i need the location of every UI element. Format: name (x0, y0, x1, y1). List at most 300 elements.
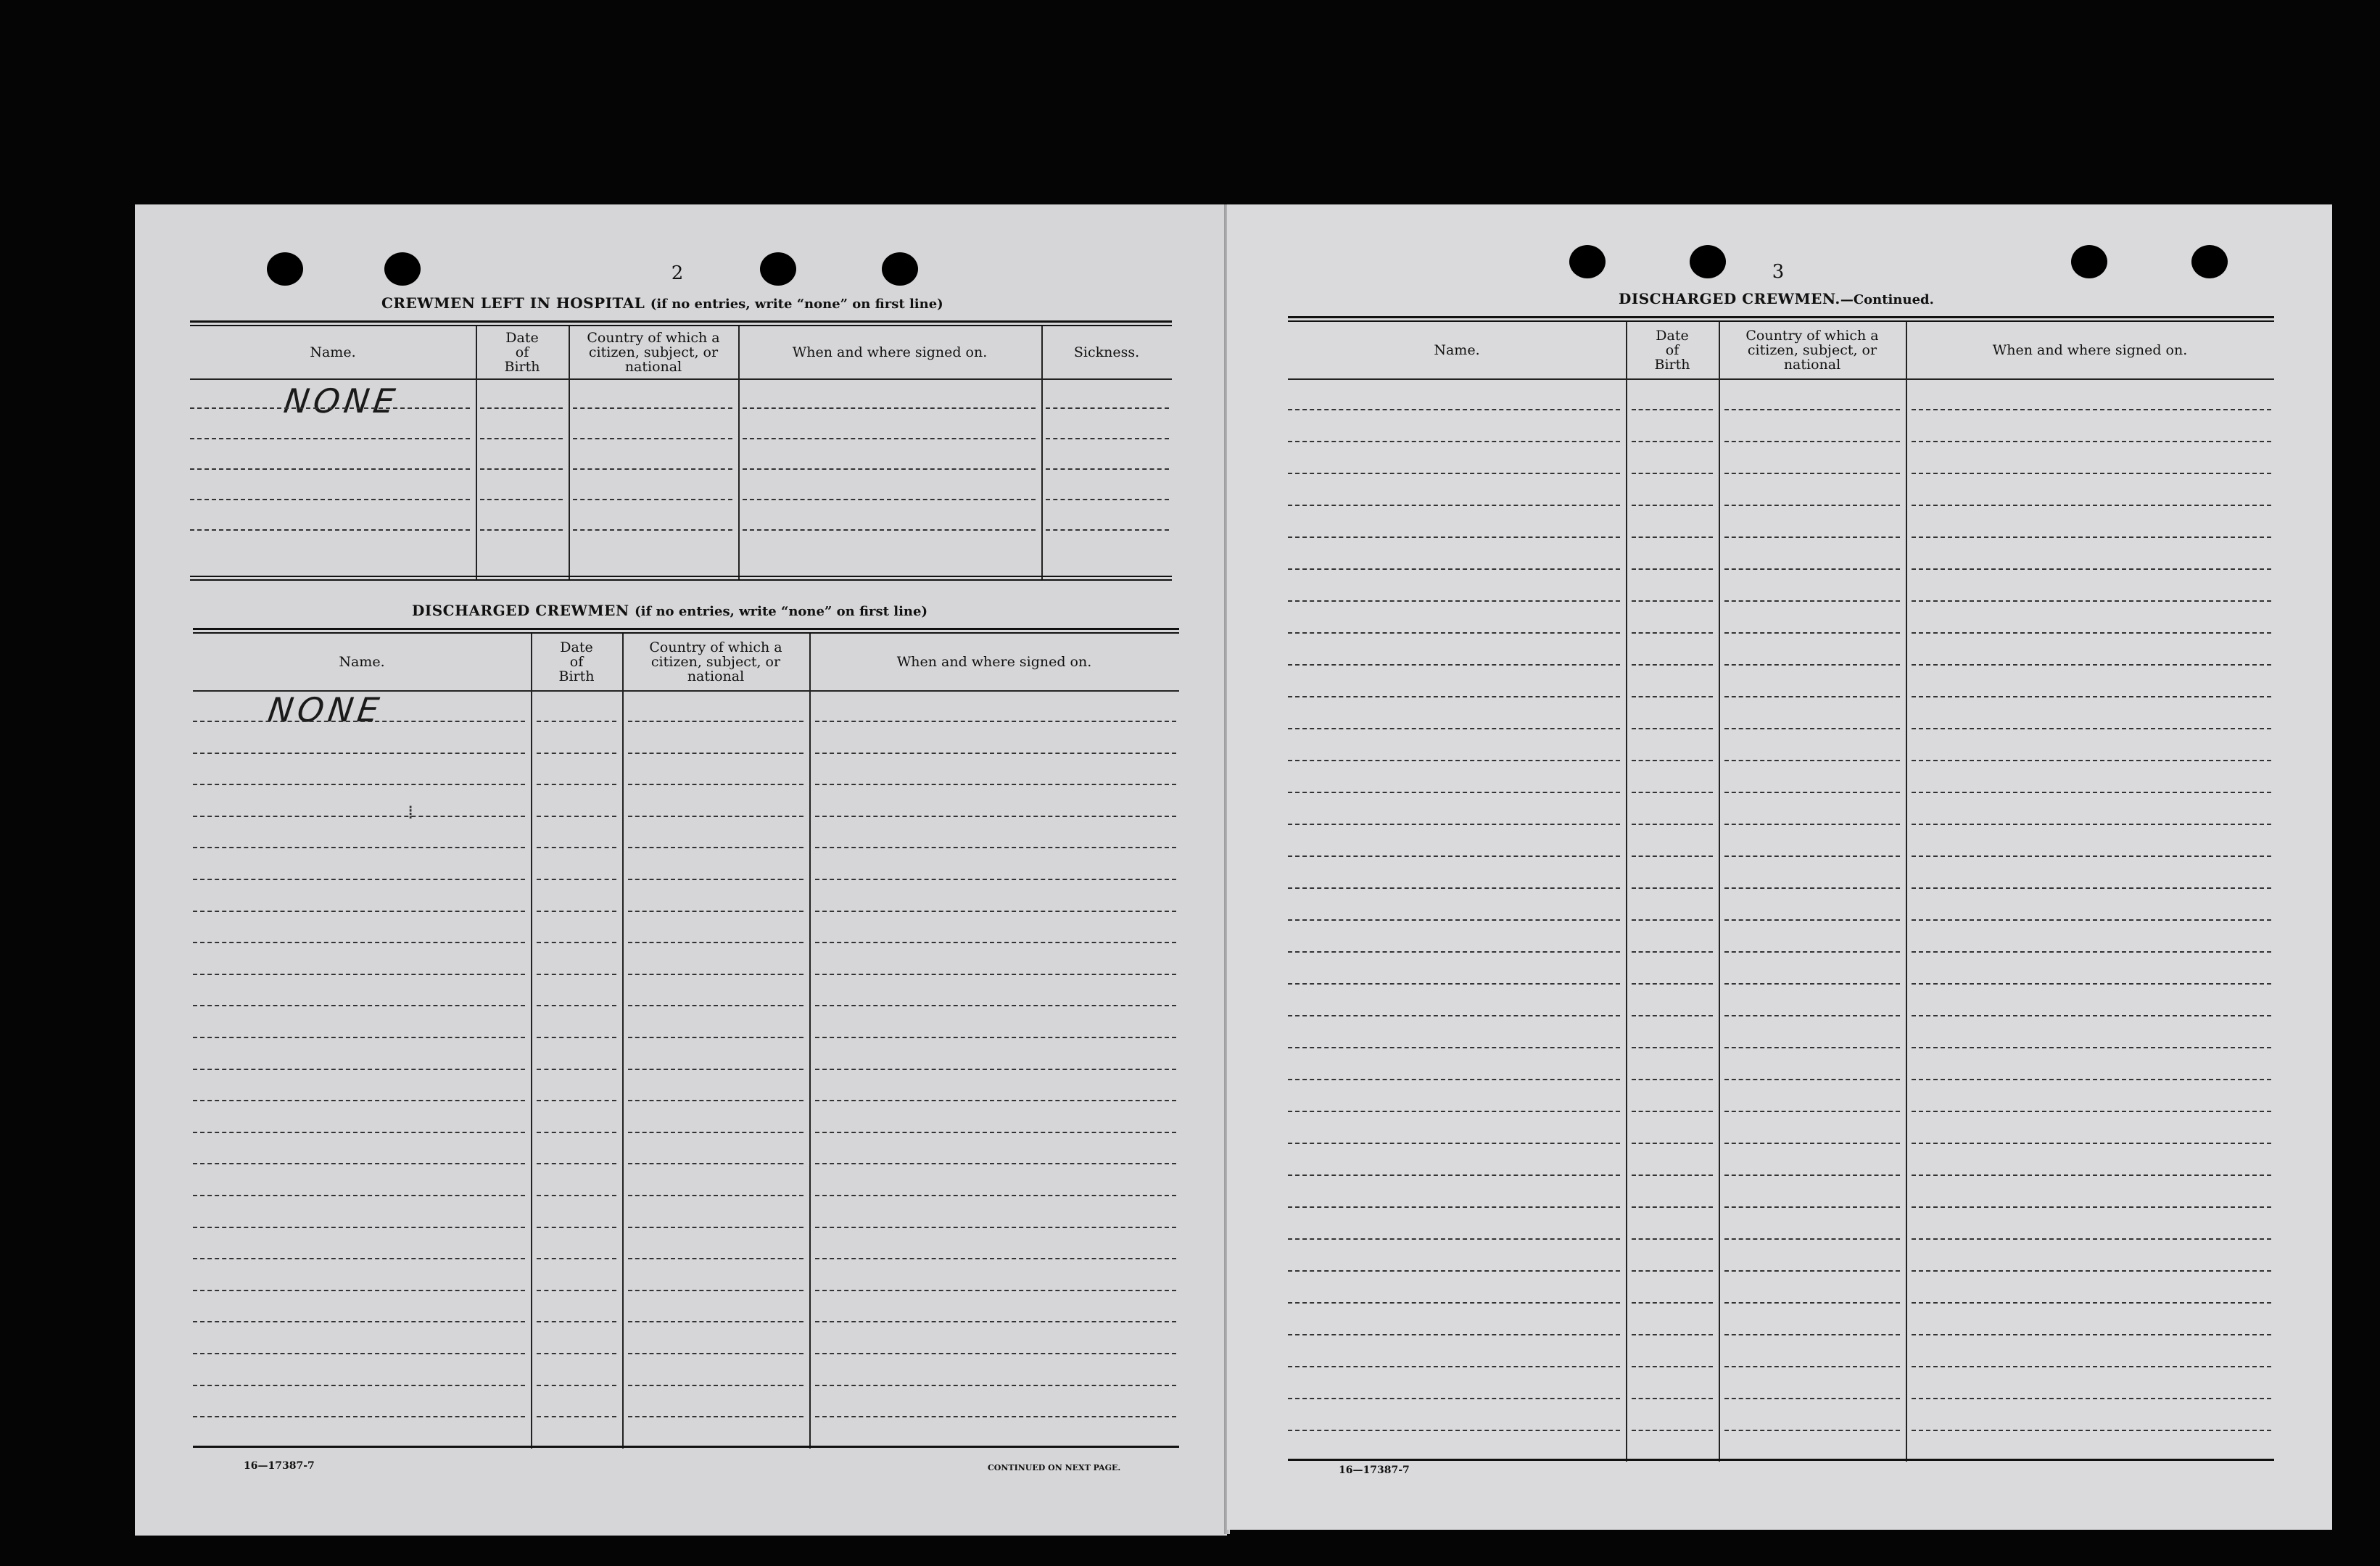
table-row-line (628, 1258, 803, 1259)
table-row-line (1288, 409, 1620, 410)
table-row-line (537, 1290, 616, 1291)
table-row-line (1288, 536, 1620, 538)
table-row-line (815, 1227, 1176, 1228)
table-row-line (193, 1069, 525, 1070)
table-row-line (743, 499, 1036, 500)
table-row-line (1724, 505, 1900, 506)
punch-hole (2191, 245, 2228, 278)
header-dob: Date of Birth (1654, 328, 1690, 373)
header-underline (190, 378, 1172, 380)
table-row-line (815, 816, 1176, 817)
table-row-line (1632, 887, 1713, 889)
table-row-line (1288, 632, 1620, 634)
table-row-line (573, 468, 732, 470)
table-row-line (1288, 792, 1620, 793)
table-row-line (1724, 887, 1900, 889)
hospital-table (190, 320, 1172, 581)
table-row-line (573, 407, 732, 409)
table-row-line (1632, 1238, 1713, 1240)
table-row-line (537, 1227, 616, 1228)
table-row-line (1912, 473, 2271, 474)
table-row-line (1632, 824, 1713, 825)
table-row-line (190, 468, 470, 470)
table-row-line (1288, 887, 1620, 889)
table-row-line (1724, 1238, 1900, 1240)
table-bottom-rule (190, 576, 1172, 581)
page-number: 2 (671, 262, 684, 284)
punch-hole (267, 252, 303, 286)
table-row-line (190, 499, 470, 500)
table-row-line (1632, 1047, 1713, 1048)
discharged-section-title (412, 602, 927, 619)
table-row-line (1724, 1079, 1900, 1080)
table-row-line (628, 1353, 803, 1354)
table-row-line (815, 1069, 1176, 1070)
table-row-line (1288, 1238, 1620, 1240)
table-row-line (1724, 951, 1900, 953)
table-row-line (1046, 438, 1169, 439)
table-row-line (193, 816, 525, 817)
table-row-line (190, 438, 470, 439)
table-row-line (537, 1005, 616, 1006)
table-row-line (193, 753, 525, 754)
table-row-line (628, 942, 803, 943)
table-row-line (1912, 600, 2271, 602)
form-number: 16—17387-7 (1339, 1464, 1410, 1476)
table-row-line (193, 1195, 525, 1196)
column-divider (622, 634, 624, 1449)
table-row-line (537, 974, 616, 975)
table-row-line (537, 1195, 616, 1196)
table-row-line (1632, 1206, 1713, 1208)
discharged-table (193, 628, 1179, 1450)
table-row-line (1632, 1143, 1713, 1144)
table-row-line (1724, 1270, 1900, 1272)
page-number: 3 (1772, 261, 1785, 283)
table-row-line (190, 529, 470, 531)
stray-mark: ⁞ (408, 802, 414, 824)
table-row-line (1288, 1206, 1620, 1208)
punch-hole (384, 252, 421, 286)
table-row-line (1912, 919, 2271, 921)
right-title-suffix: —Continued. (1840, 292, 1934, 307)
table-row-line (1288, 441, 1620, 442)
table-row-line (1912, 664, 2271, 666)
table-row-line (193, 1290, 525, 1291)
table-row-line (1912, 505, 2271, 506)
table-row-line (1632, 505, 1713, 506)
table-row-line (628, 1321, 803, 1322)
table-row-line (1288, 1398, 1620, 1399)
table-row-line (480, 529, 563, 531)
table-row-line (193, 1037, 525, 1038)
table-row-line (815, 1195, 1176, 1196)
table-row-line (193, 1416, 525, 1417)
table-row-line (628, 1163, 803, 1164)
header-name: Name. (1434, 342, 1480, 358)
table-row-line (1288, 824, 1620, 825)
table-row-line (815, 1005, 1176, 1006)
table-row-line (537, 942, 616, 943)
header-dob: Date of Birth (558, 639, 595, 684)
table-row-line (1724, 1334, 1900, 1335)
table-row-line (193, 879, 525, 880)
header-underline (1288, 378, 2274, 380)
table-row-line (1632, 696, 1713, 697)
table-row-line (1288, 1174, 1620, 1176)
table-row-line (573, 529, 732, 531)
table-row-line (628, 721, 803, 722)
table-row-line (815, 721, 1176, 722)
table-row-line (1912, 1366, 2271, 1367)
header-country: Country of which a citizen, subject, or national (649, 639, 782, 684)
table-row-line (628, 1416, 803, 1417)
hospital-title-note: (if no entries, write “none” on first line) (650, 297, 943, 312)
table-row-line (537, 1069, 616, 1070)
header-signed-on: When and where signed on. (792, 344, 988, 360)
form-number: 16—17387-7 (244, 1460, 315, 1472)
table-row-line (815, 879, 1176, 880)
table-row-line (815, 1416, 1176, 1417)
table-row-line (537, 1416, 616, 1417)
table-row-line (193, 974, 525, 975)
table-bottom-rule (193, 1446, 1179, 1448)
table-row-line (628, 879, 803, 880)
table-row-line (1912, 1270, 2271, 1272)
table-row-line (1288, 664, 1620, 666)
table-row-line (573, 438, 732, 439)
table-row-line (815, 974, 1176, 975)
table-row-line (815, 1321, 1176, 1322)
table-row-line (537, 721, 616, 722)
discharged-title-text: DISCHARGED CREWMEN (412, 602, 629, 619)
table-row-line (1632, 856, 1713, 857)
table-row-line (743, 407, 1036, 409)
header-sickness: Sickness. (1073, 344, 1140, 360)
table-row-line (1288, 1366, 1620, 1367)
table-row-line (628, 1227, 803, 1228)
table-row-line (1724, 1430, 1900, 1431)
table-row-line (815, 942, 1176, 943)
table-row-line (1632, 536, 1713, 538)
table-row-line (537, 847, 616, 848)
table-row-line (537, 911, 616, 912)
table-row-line (1912, 1430, 2271, 1431)
table-row-line (1632, 600, 1713, 602)
table-row-line (1724, 632, 1900, 634)
table-row-line (743, 438, 1036, 439)
header-name: Name. (310, 344, 356, 360)
table-row-line (1632, 409, 1713, 410)
table-row-line (1912, 568, 2271, 570)
table-row-line (193, 1132, 525, 1133)
table-row-line (815, 1037, 1176, 1038)
table-row-line (1632, 1430, 1713, 1431)
table-row-line (743, 468, 1036, 470)
table-row-line (628, 1005, 803, 1006)
table-row-line (1912, 1206, 2271, 1208)
right-page (1227, 204, 2332, 1530)
table-row-line (1724, 1302, 1900, 1304)
table-row-line (193, 847, 525, 848)
table-row-line (815, 1132, 1176, 1133)
table-row-line (1724, 983, 1900, 985)
punch-hole (1569, 245, 1606, 278)
table-row-line (1632, 632, 1713, 634)
table-row-line (1288, 1302, 1620, 1304)
table-top-rule (190, 320, 1172, 326)
table-row-line (1288, 951, 1620, 953)
table-row-line (480, 438, 563, 439)
table-row-line (193, 1321, 525, 1322)
table-row-line (1288, 696, 1620, 697)
table-row-line (537, 879, 616, 880)
table-row-line (1632, 983, 1713, 985)
table-row-line (1724, 792, 1900, 793)
table-row-line (480, 499, 563, 500)
table-row-line (1912, 1143, 2271, 1144)
table-row-line (1288, 1430, 1620, 1431)
table-top-rule (193, 628, 1179, 634)
column-divider (1719, 322, 1720, 1462)
table-top-rule (1288, 316, 2274, 322)
table-row-line (190, 407, 470, 409)
right-discharged-table (1288, 316, 2274, 1463)
table-row-line (537, 1100, 616, 1101)
table-row-line (1724, 1111, 1900, 1112)
table-row-line (193, 1005, 525, 1006)
table-row-line (1724, 1174, 1900, 1176)
table-row-line (628, 1132, 803, 1133)
table-row-line (1912, 409, 2271, 410)
table-row-line (1724, 919, 1900, 921)
table-row-line (1288, 983, 1620, 985)
table-row-line (1632, 728, 1713, 729)
table-row-line (537, 1163, 616, 1164)
discharged-title-note: (if no entries, write “none” on first line) (635, 604, 927, 619)
table-row-line (1632, 1366, 1713, 1367)
table-row-line (1724, 441, 1900, 442)
table-row-line (1912, 1047, 2271, 1048)
table-row-line (815, 753, 1176, 754)
table-row-line (1912, 632, 2271, 634)
table-row-line (1632, 1174, 1713, 1176)
table-row-line (1912, 760, 2271, 761)
hospital-title-text: CREWMEN LEFT IN HOSPITAL (381, 294, 645, 312)
table-row-line (1912, 887, 2271, 889)
table-row-line (628, 847, 803, 848)
table-row-line (1724, 568, 1900, 570)
punch-hole (2071, 245, 2107, 278)
table-row-line (1724, 536, 1900, 538)
table-row-line (815, 1258, 1176, 1259)
table-row-line (537, 1353, 616, 1354)
table-row-line (1724, 1015, 1900, 1016)
table-row-line (1724, 1398, 1900, 1399)
table-row-line (193, 784, 525, 785)
punch-hole (760, 252, 796, 286)
table-row-line (1632, 760, 1713, 761)
table-row-line (1632, 1302, 1713, 1304)
right-title-text: DISCHARGED CREWMEN. (1619, 290, 1840, 307)
table-row-line (628, 1290, 803, 1291)
table-row-line (1912, 1334, 2271, 1335)
punch-hole (882, 252, 918, 286)
table-row-line (1632, 664, 1713, 666)
table-row-line (193, 1163, 525, 1164)
table-row-line (628, 974, 803, 975)
table-row-line (193, 942, 525, 943)
table-row-line (815, 1385, 1176, 1386)
table-row-line (1632, 1111, 1713, 1112)
table-row-line (1912, 1302, 2271, 1304)
table-row-line (1724, 760, 1900, 761)
table-row-line (628, 1100, 803, 1101)
table-row-line (1724, 409, 1900, 410)
table-row-line (815, 911, 1176, 912)
table-row-line (1724, 728, 1900, 729)
table-row-line (1724, 1047, 1900, 1048)
table-row-line (1632, 792, 1713, 793)
table-row-line (1724, 664, 1900, 666)
table-row-line (628, 1037, 803, 1038)
table-row-line (1912, 536, 2271, 538)
table-row-line (1632, 1334, 1713, 1335)
punch-hole (1690, 245, 1726, 278)
table-row-line (537, 1258, 616, 1259)
table-row-line (1046, 468, 1169, 470)
table-row-line (1288, 919, 1620, 921)
table-row-line (1724, 696, 1900, 697)
table-row-line (628, 1385, 803, 1386)
table-row-line (1288, 1270, 1620, 1272)
table-row-line (815, 784, 1176, 785)
table-row-line (1912, 1398, 2271, 1399)
table-row-line (537, 1037, 616, 1038)
header-country: Country of which a citizen, subject, or national (1745, 328, 1879, 373)
table-row-line (1724, 856, 1900, 857)
table-row-line (193, 911, 525, 912)
table-row-line (1046, 529, 1169, 531)
header-dob: Date of Birth (504, 330, 540, 375)
table-row-line (1632, 1079, 1713, 1080)
table-row-line (1046, 407, 1169, 409)
continued-note: CONTINUED ON NEXT PAGE. (988, 1463, 1121, 1472)
table-row-line (1912, 856, 2271, 857)
table-row-line (628, 784, 803, 785)
table-row-line (1912, 441, 2271, 442)
table-row-line (815, 1353, 1176, 1354)
table-row-line (193, 1385, 525, 1386)
table-row-line (537, 1385, 616, 1386)
table-row-line (1288, 1334, 1620, 1335)
table-row-line (628, 911, 803, 912)
table-row-line (573, 499, 732, 500)
table-row-line (480, 407, 563, 409)
table-row-line (193, 1353, 525, 1354)
header-signed-on: When and where signed on. (896, 654, 1092, 670)
table-row-line (193, 1227, 525, 1228)
handwritten-entry: NONE (265, 690, 386, 729)
table-bottom-rule (1288, 1459, 2274, 1461)
table-row-line (537, 1321, 616, 1322)
table-row-line (537, 816, 616, 817)
table-row-line (1912, 951, 2271, 953)
table-row-line (537, 753, 616, 754)
table-row-line (480, 468, 563, 470)
left-page (135, 204, 1227, 1536)
table-row-line (1724, 824, 1900, 825)
table-row-line (815, 847, 1176, 848)
table-row-line (1724, 1143, 1900, 1144)
handwritten-entry: NONE (281, 381, 402, 420)
table-row-line (1288, 505, 1620, 506)
table-row-line (628, 816, 803, 817)
header-name: Name. (339, 654, 385, 670)
table-row-line (1632, 441, 1713, 442)
table-row-line (815, 1100, 1176, 1101)
table-row-line (1724, 1366, 1900, 1367)
table-row-line (1632, 919, 1713, 921)
table-row-line (1288, 1047, 1620, 1048)
table-row-line (1912, 1174, 2271, 1176)
table-row-line (628, 1195, 803, 1196)
column-divider (531, 634, 532, 1449)
table-row-line (193, 721, 525, 722)
table-row-line (193, 1258, 525, 1259)
column-divider (1626, 322, 1627, 1462)
table-row-line (1288, 473, 1620, 474)
table-row-line (815, 1163, 1176, 1164)
table-row-line (1288, 1111, 1620, 1112)
table-row-line (1288, 1079, 1620, 1080)
table-row-line (537, 784, 616, 785)
table-row-line (1912, 728, 2271, 729)
table-row-line (1288, 568, 1620, 570)
table-row-line (1724, 473, 1900, 474)
table-row-line (1632, 568, 1713, 570)
hospital-section-title (381, 294, 943, 312)
table-row-line (1912, 792, 2271, 793)
table-row-line (1632, 1015, 1713, 1016)
table-row-line (1288, 1143, 1620, 1144)
column-divider (809, 634, 811, 1449)
table-row-line (1912, 1238, 2271, 1240)
table-row-line (1724, 1206, 1900, 1208)
table-row-line (628, 753, 803, 754)
table-row-line (1912, 1079, 2271, 1080)
column-divider (1906, 322, 1907, 1462)
table-row-line (1632, 1270, 1713, 1272)
table-row-line (1288, 760, 1620, 761)
table-row-line (1912, 824, 2271, 825)
table-row-line (628, 1069, 803, 1070)
table-row-line (1912, 1111, 2271, 1112)
table-row-line (1632, 951, 1713, 953)
table-row-line (815, 1290, 1176, 1291)
table-row-line (1288, 600, 1620, 602)
table-row-line (193, 1100, 525, 1101)
header-signed-on: When and where signed on. (1992, 342, 2188, 358)
table-row-line (1912, 1015, 2271, 1016)
table-row-line (1912, 983, 2271, 985)
table-row-line (1632, 473, 1713, 474)
table-row-line (1288, 728, 1620, 729)
header-country: Country of which a citizen, subject, or national (587, 330, 720, 375)
table-row-line (1046, 499, 1169, 500)
table-row-line (1632, 1398, 1713, 1399)
table-row-line (1724, 600, 1900, 602)
